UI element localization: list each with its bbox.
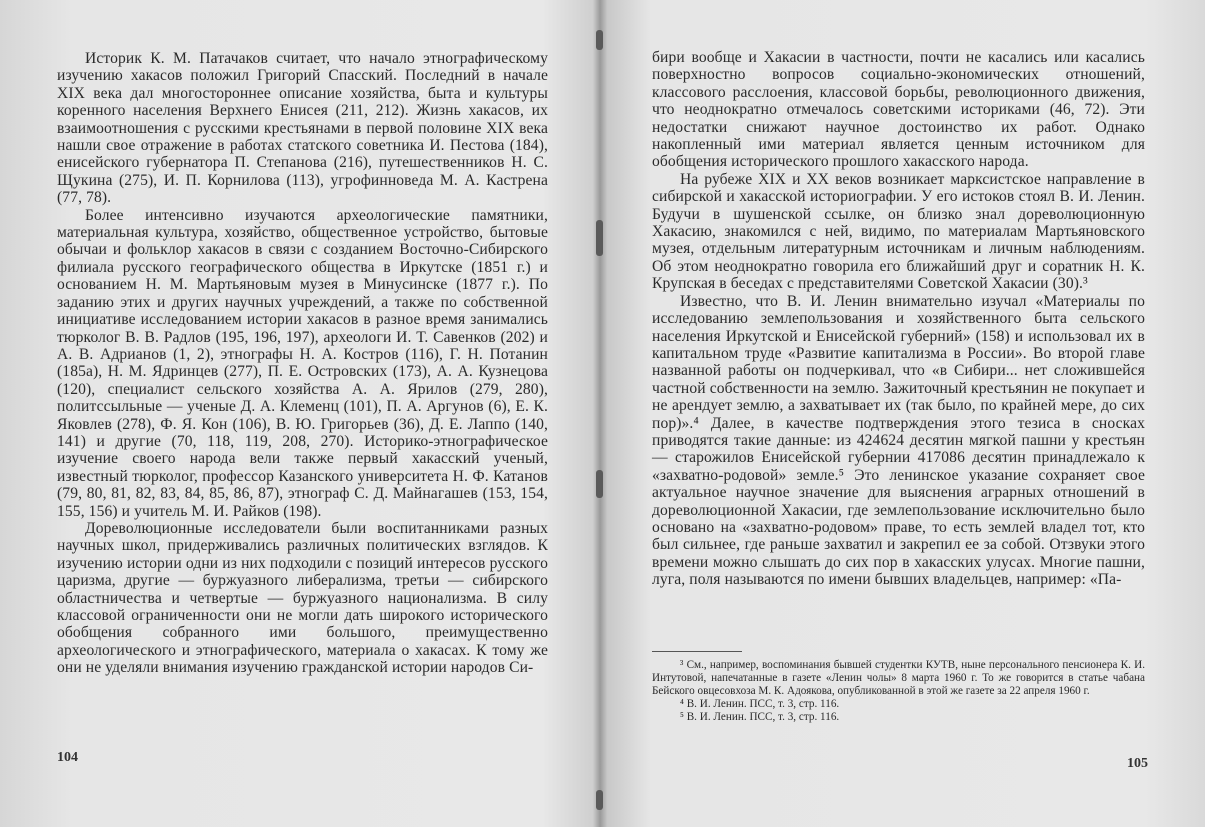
page-number: 105: [1127, 756, 1148, 771]
footnote: ³ См., например, воспоминания бывшей студентки КУТВ, ныне персонального пенсионера К. И. Интутовой, напечатанные в газете «Ленин чолы» 8 марта 1960 г. То же говорится в статье чабана Бейского овцесовхоза М. К. Адоякова, опубликованной в этой же газете за 22 апреля 1960 г.: [652, 659, 1145, 697]
footnote-rule: [652, 651, 742, 652]
footnote: ⁴ В. И. Ленин. ПСС, т. 3, стр. 116.: [680, 698, 840, 710]
left-page-body: [57, 50, 548, 677]
left-page: [0, 0, 600, 827]
paragraph: Дореволюционные исследователи были воспитанниками разных научных школ, придерживались различных политических взглядов. К изучению истории одни из них подходили с позиций интересов русского царизма, другие — буржуазного либерализма, третьи — сибирского областничества и четвертые — буржуазного национализма. В силу классовой ограниченности они не могли дать широкого исторического обобщения собранного ими большого, преимущественно археологического и этнографического, материала о хакасах. К тому же они не уделяли внимания изучению гражданской истории народов Си-: [57, 519, 548, 677]
paragraph: Историк К. М. Патачаков считает, что начало этнографическому изучению хакасов положил Григорий Спасский. Последний в начале XIX века дал многостороннее описание хозяйства, быта и культуры коренного населения Верхнего Енисея (211, 212). Жизнь хакасов, их взаимоотношения с русскими крестьянами в первой половине XIX века нашли свое отражение в работах статского советника И. Пестова (184), енисейского губернатора П. Степанова (216), путешественников Н. С. Щукина (275), И. П. Корнилова (113), угрофинноведа М. А. Кастрена (77, 78).: [57, 50, 548, 207]
paragraph: бири вообще и Хакасии в частности, почти не касались или касались поверхностно вопросов социально-экономических отношений, классового расслоения, классовой борьбы, революционного движения, что неоднократно отмечалось советскими историками (46, 72). Эти недостатки снижают научное достоинство их работ. Однако накопленный ими материал является ценным источником для обобщения исторического прошлого хакасского народа.: [652, 49, 1145, 171]
right-page-body: [652, 49, 1145, 589]
paragraph: Более интенсивно изучаются археологические памятники, материальная культура, хозяйство, общественное устройство, бытовые обычаи и фольклор хакасов в связи с созданием Восточно-Сибирского филиала русского географического общества в Иркутске (1851 г.) и основанием Н. М. Мартьяновым музея в Минусинске (1877 г.). По заданию этих и других научных учреждений, а также по собственной инициативе исследованием истории хакасов в разное время занимались тюрколог В. В. Радлов (195, 196, 197), археологи И. Т. Савенков (202) и А. В. Адрианов (1, 2), этнографы Н. А. Костров (116), Г. Н. Потанин (185а), Н. М. Ядринцев (277), П. Е. Островских (173), А. А. Кузнецова (120), специалист сельского хозяйства А. А. Ярилов (279, 280), политссыльные — ученые Д. А. Клеменц (101), П. А. Аргунов (6), Е. К. Яковлев (278), Ф. Я. Кон (106), В. Ю. Григорьев (36), Д. Е. Лаппо (140, 141) и другие (70, 118, 119, 208, 270). Историко-этнографическое изучение своего народа вели также первый хакасский ученый, известный тюрколог, профессор Казанского университета Н. Ф. Катанов (79, 80, 81, 82, 83, 84, 85, 86, 87), этнограф С. Д. Майнагашев (153, 154, 155, 156) и учитель М. И. Райков (198).: [57, 206, 548, 520]
right-page: [604, 0, 1205, 827]
paragraph: На рубеже XIX и XX веков возникает марксистское направление в сибирской и хакасской историографии. У его истоков стоял В. И. Ленин. Будучи в шушенской ссылке, он близко знал дореволюционную Хакасию, знакомился с ней, видимо, по материалам Мартьяновского музея, отдельным литературным источникам и личным наблюдениям. Об этом неоднократно говорила его ближайший друг и соратник Н. К. Крупская в беседах с представителями Советской Хакасии (30).³: [652, 170, 1145, 293]
footnote: ⁵ В. И. Ленин. ПСС, т. 3, стр. 116.: [680, 711, 840, 723]
page-number: 104: [57, 750, 78, 765]
footnotes: [652, 659, 1145, 724]
paragraph: Известно, что В. И. Ленин внимательно изучал «Материалы по исследованию землепользования и хозяйственного быта сельского населения Иркутской и Енисейской губерний» (158) и использовал их в капитальном труде «Развитие капитализма в России». Во второй главе названной работы он подчеркивал, что «в Сибири... нет сложившейся частной собственности на землю. Зажиточный крестьянин не покупает и не арендует землю, а захватывает их (так было, по крайней мере, до сих пор)».⁴ Далее, в качестве подтверждения этого тезиса в сносках приводятся такие данные: из 424624 десятин мягкой пашни у крестьян — старожилов Енисейской губернии 417086 десятин принадлежало к «захватно-родовой» земле.⁵ Это ленинское указание сохраняет свое актуальное научное значение для выяснения аграрных отношений в дореволюционной Хакасии, где землепользование исключительно было основано на «захватно-родовом» праве, то есть землей владел тот, кто был сильнее, где раньше захватил и закрепил ее за собой. Отзвуки этого времени можно слышать до сих пор в хакасских улусах. Многие пашни, луга, поля называются по имени бывших владельцев, например: «Па-: [652, 292, 1145, 589]
